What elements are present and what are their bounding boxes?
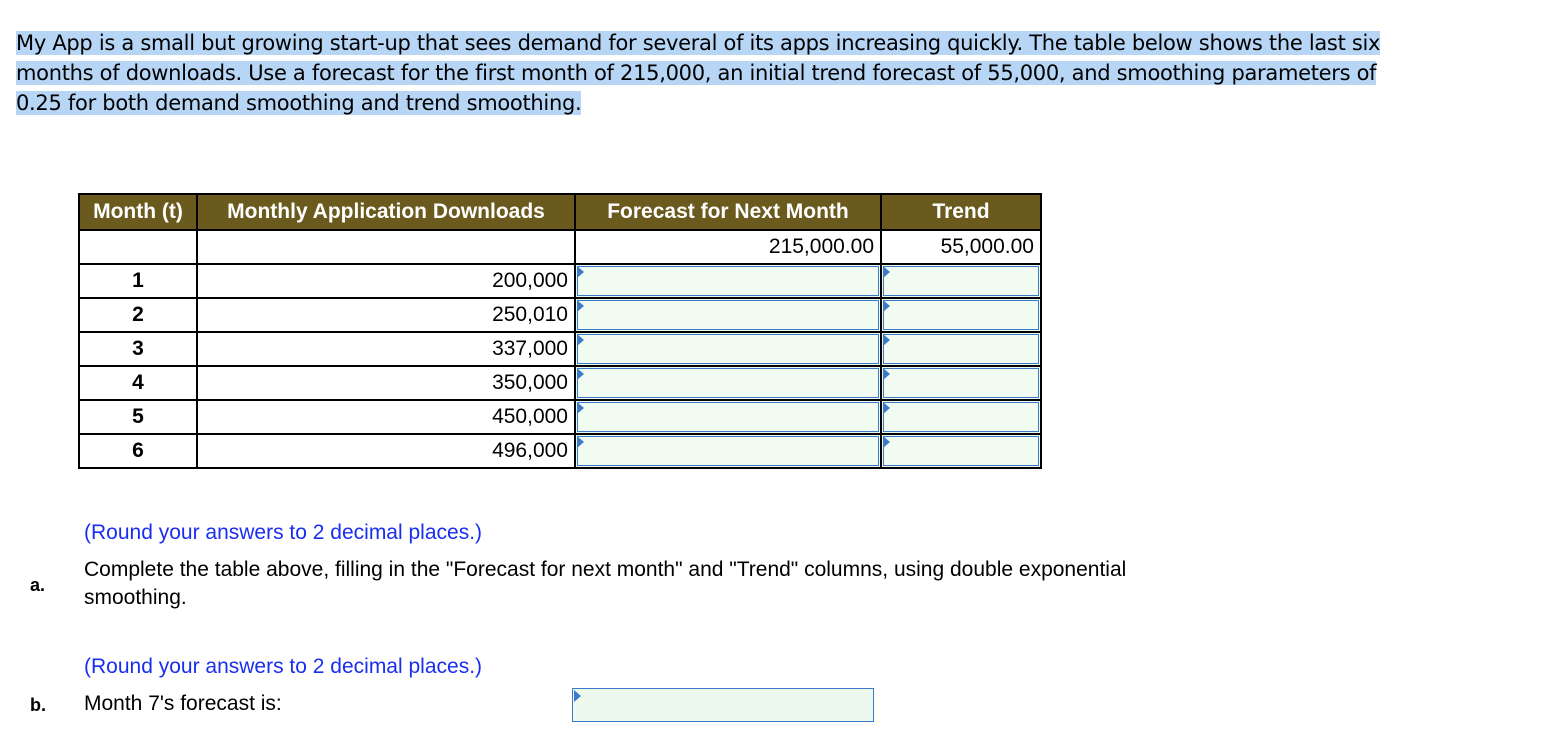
table-row: [79, 434, 1041, 468]
forecast-input-3[interactable]: [575, 332, 881, 366]
table-row: [79, 332, 1041, 366]
downloads-cell: 496,000: [197, 434, 575, 468]
downloads-cell: 450,000: [197, 400, 575, 434]
part-a-instructions: Complete the table above, filling in the "Forecast for next month" and "Trend" columns, using double exponential smoothing.: [84, 558, 1127, 609]
month-cell: 1: [79, 264, 197, 298]
forecast-input-2[interactable]: [575, 298, 881, 332]
downloads-cell: 200,000: [197, 264, 575, 298]
header-downloads: Monthly Application Downloads: [197, 194, 575, 230]
initial-trend: 55,000.00: [881, 230, 1041, 264]
month-cell: 5: [79, 400, 197, 434]
forecast-input-4[interactable]: [575, 366, 881, 400]
table-header-row: [79, 194, 1041, 230]
initial-row: [79, 230, 1041, 264]
table-row: [79, 264, 1041, 298]
problem-statement: [16, 28, 1506, 118]
table-row: [79, 400, 1041, 434]
trend-input-3[interactable]: [881, 332, 1041, 366]
table-row: [79, 298, 1041, 332]
month-cell: 2: [79, 298, 197, 332]
part-a-label: a.: [30, 575, 46, 595]
initial-forecast: 215,000.00: [575, 230, 881, 264]
month-cell: 3: [79, 332, 197, 366]
trend-input-1[interactable]: [881, 264, 1041, 298]
initial-month-cell: [79, 230, 197, 264]
part-b-rounding-note: (Round your answers to 2 decimal places.): [84, 655, 483, 678]
header-forecast: Forecast for Next Month: [575, 194, 881, 230]
downloads-cell: 350,000: [197, 366, 575, 400]
initial-downloads-cell: [197, 230, 575, 264]
problem-line-2: months of downloads. Use a forecast for the first month of 215,000, an initial trend forecast of 55,000, and smoothing parameters of: [16, 61, 1377, 85]
header-month: Month (t): [79, 194, 197, 230]
part-a-rounding-note: (Round your answers to 2 decimal places.): [84, 521, 483, 544]
forecast-input-1[interactable]: [575, 264, 881, 298]
trend-input-2[interactable]: [881, 298, 1041, 332]
month-cell: 4: [79, 366, 197, 400]
part-b-label: b.: [30, 695, 46, 715]
problem-line-3: 0.25 for both demand smoothing and trend smoothing.: [16, 91, 582, 115]
forecast-input-6[interactable]: [575, 434, 881, 468]
trend-input-6[interactable]: [881, 434, 1041, 468]
table-row: [79, 366, 1041, 400]
month-cell: 6: [79, 434, 197, 468]
trend-input-4[interactable]: [881, 366, 1041, 400]
problem-line-1: My App is a small but growing start-up that sees demand for several of its apps increasing quickly. The table below shows the last six: [16, 31, 1381, 55]
downloads-cell: 337,000: [197, 332, 575, 366]
trend-input-5[interactable]: [881, 400, 1041, 434]
header-trend: Trend: [881, 194, 1041, 230]
part-b-question: Month 7's forecast is:: [84, 692, 282, 715]
downloads-cell: 250,010: [197, 298, 575, 332]
downloads-table: [78, 193, 1042, 469]
month-7-forecast-input[interactable]: [572, 688, 874, 722]
forecast-input-5[interactable]: [575, 400, 881, 434]
